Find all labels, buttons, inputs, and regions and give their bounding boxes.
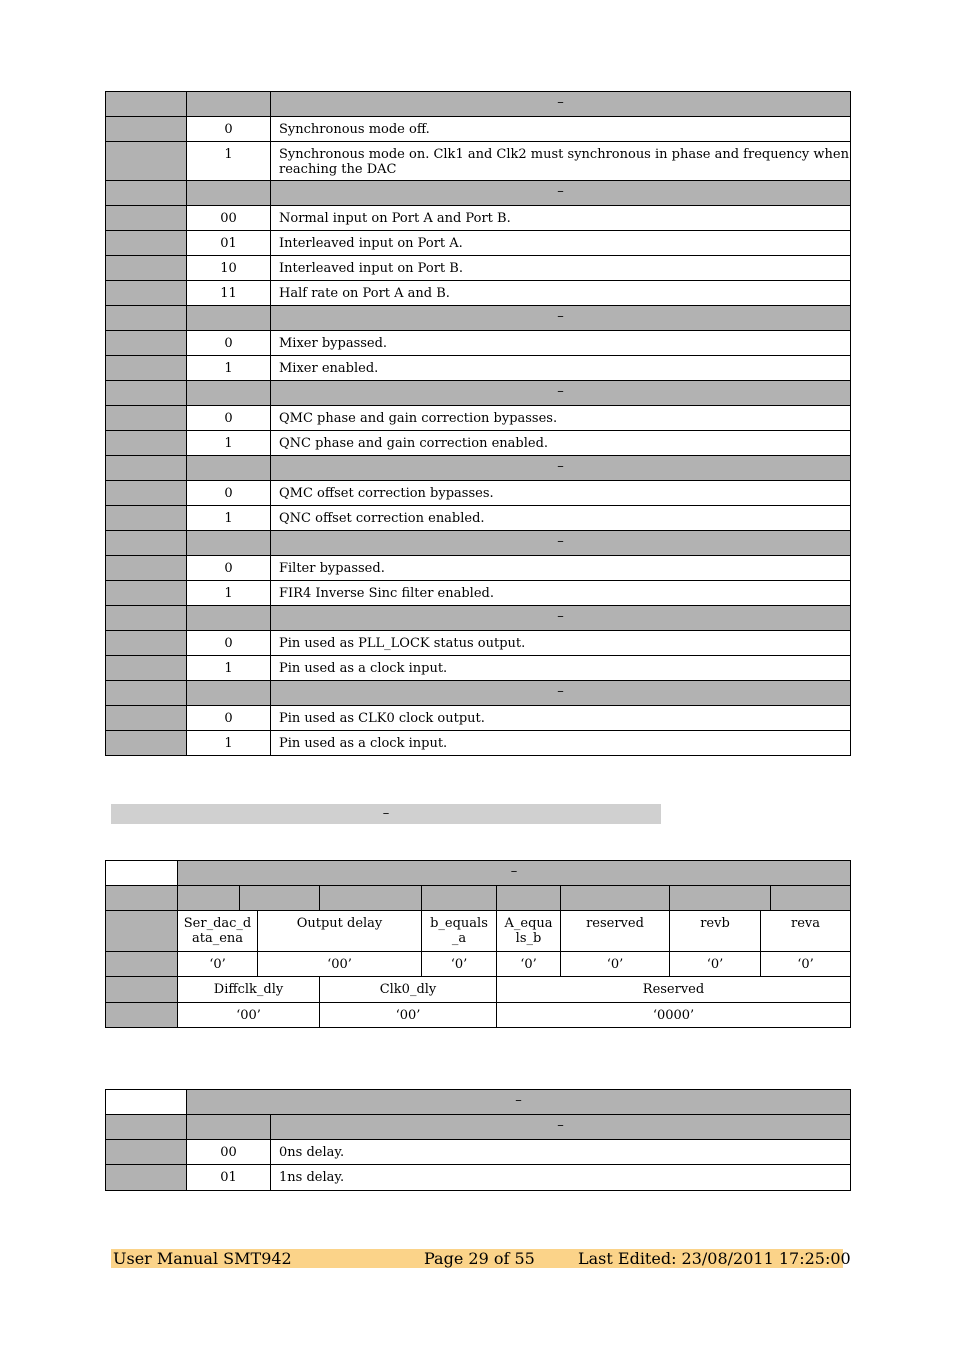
bit-number-cell <box>771 886 851 911</box>
row-label-cell <box>106 886 178 911</box>
description-header-cell <box>271 456 851 481</box>
field-low-reserved: Reserved <box>497 977 851 1003</box>
page-footer <box>111 1249 851 1268</box>
bit-number-cell <box>561 886 670 911</box>
description-header-cell <box>271 306 851 331</box>
register-high-default-row <box>106 952 851 977</box>
table-row <box>106 556 851 581</box>
default-revb: ‘0’ <box>670 952 761 977</box>
bit-value: 1 <box>187 506 271 531</box>
bit-value: 1 <box>187 142 271 181</box>
field-reserved: reserved <box>561 911 670 952</box>
description-header-cell <box>271 92 851 117</box>
field-a-equals-b: A_equa ls_b <box>497 911 561 952</box>
default-clk0-dly: ‘00’ <box>320 1003 497 1028</box>
section-header-row <box>106 531 851 556</box>
delay-title-cell <box>187 1090 851 1115</box>
row-label-cell <box>106 406 187 431</box>
row-label-cell <box>106 1140 187 1165</box>
row-label-cell <box>106 706 187 731</box>
table-row <box>106 731 851 756</box>
row-label-cell <box>106 456 187 481</box>
row-label-cell <box>106 306 187 331</box>
bit-description: Interleaved input on Port A. <box>271 231 851 256</box>
bit-description: Pin used as a clock input. <box>271 656 851 681</box>
default-reserved: ‘0’ <box>561 952 670 977</box>
bit-value: 11 <box>187 281 271 306</box>
section-header-dash: – <box>557 309 564 324</box>
register-title-dash: – <box>510 864 518 879</box>
bit-value: 01 <box>187 1165 271 1191</box>
table-row <box>106 1165 851 1191</box>
bit-description-table <box>105 91 851 756</box>
bit-number-cell <box>422 886 497 911</box>
section-header-row <box>106 381 851 406</box>
field-clk0-dly: Clk0_dly <box>320 977 497 1003</box>
description-header-cell <box>271 181 851 206</box>
register-high-name-row <box>106 911 851 952</box>
bit-description: 1ns delay. <box>271 1165 851 1191</box>
value-header-cell <box>187 456 271 481</box>
bit-value: 1 <box>187 656 271 681</box>
row-label-cell <box>106 181 187 206</box>
register-bit-number-row <box>106 886 851 911</box>
bit-description: Interleaved input on Port B. <box>271 256 851 281</box>
bit-value: 00 <box>187 1140 271 1165</box>
table-row <box>106 356 851 381</box>
section-heading-dash: – <box>382 806 390 821</box>
row-label-cell <box>106 117 187 142</box>
row-label-cell <box>106 1115 187 1140</box>
section-header-row <box>106 681 851 706</box>
row-label-cell <box>106 631 187 656</box>
table-row <box>106 431 851 456</box>
default-output-delay: ‘00’ <box>258 952 422 977</box>
register-low-name-row <box>106 977 851 1003</box>
row-label-cell <box>106 331 187 356</box>
bit-number-cell <box>670 886 771 911</box>
bit-description: QMC phase and gain correction bypasses. <box>271 406 851 431</box>
section-header-row <box>106 181 851 206</box>
field-b-equals-a: b_equals _a <box>422 911 497 952</box>
row-label-cell <box>106 281 187 306</box>
description-header-cell <box>271 681 851 706</box>
row-label-cell <box>106 356 187 381</box>
row-label-cell <box>106 92 187 117</box>
table-row <box>106 331 851 356</box>
value-header-cell <box>187 1115 271 1140</box>
row-label-cell <box>106 1165 187 1191</box>
bit-description: QNC offset correction enabled. <box>271 506 851 531</box>
description-header-cell <box>271 1115 851 1140</box>
bit-value: 0 <box>187 117 271 142</box>
bit-value: 0 <box>187 406 271 431</box>
bit-number-cell <box>178 886 240 911</box>
footer-last-edited: Last Edited: 23/08/2011 17:25:00 <box>578 1249 851 1268</box>
delay-corner-cell <box>106 1090 187 1115</box>
row-label-cell <box>106 481 187 506</box>
register-map-table <box>105 860 851 1028</box>
row-label-cell <box>106 731 187 756</box>
value-header-cell <box>187 306 271 331</box>
section-header-dash: – <box>557 684 564 699</box>
table-row <box>106 506 851 531</box>
row-label-cell <box>106 256 187 281</box>
value-header-cell <box>187 181 271 206</box>
row-label-cell <box>106 206 187 231</box>
table-row <box>106 656 851 681</box>
value-header-cell <box>187 681 271 706</box>
bit-number-cell <box>497 886 561 911</box>
table-row <box>106 581 851 606</box>
description-header-cell <box>271 531 851 556</box>
value-header-cell <box>187 531 271 556</box>
row-label-cell <box>106 431 187 456</box>
register-title-cell <box>178 861 851 886</box>
section-header-dash: – <box>557 459 564 474</box>
bit-value: 00 <box>187 206 271 231</box>
bit-number-cell <box>320 886 422 911</box>
row-label-cell <box>106 506 187 531</box>
default-low-reserved: ‘0000’ <box>497 1003 851 1028</box>
section-header-row <box>106 306 851 331</box>
table-row <box>106 1140 851 1165</box>
row-label-cell <box>106 977 178 1003</box>
row-label-cell <box>106 556 187 581</box>
register-corner-cell <box>106 861 178 886</box>
section-header-row <box>106 92 851 117</box>
delay-title-row <box>106 1090 851 1115</box>
table-row <box>106 117 851 142</box>
section-header-dash: – <box>557 384 564 399</box>
field-output-delay: Output delay <box>258 911 422 952</box>
default-b-equals-a: ‘0’ <box>422 952 497 977</box>
bit-description: QMC offset correction bypasses. <box>271 481 851 506</box>
bit-value: 1 <box>187 731 271 756</box>
table-row <box>106 706 851 731</box>
bit-value: 0 <box>187 631 271 656</box>
row-label-cell <box>106 581 187 606</box>
delay-description-table <box>105 1089 851 1191</box>
row-label-cell <box>106 952 178 977</box>
bit-value: 10 <box>187 256 271 281</box>
bit-description: Mixer bypassed. <box>271 331 851 356</box>
register-title-row <box>106 861 851 886</box>
description-header-cell <box>271 606 851 631</box>
table-row <box>106 231 851 256</box>
bit-description: FIR4 Inverse Sinc filter enabled. <box>271 581 851 606</box>
row-label-cell <box>106 656 187 681</box>
section-header-dash: – <box>557 95 564 110</box>
default-ser-dac-data-ena: ‘0’ <box>178 952 258 977</box>
bit-description: 0ns delay. <box>271 1140 851 1165</box>
row-label-cell <box>106 911 178 952</box>
value-header-cell <box>187 381 271 406</box>
bit-value: 0 <box>187 706 271 731</box>
section-header-row <box>106 456 851 481</box>
bit-description: Mixer enabled. <box>271 356 851 381</box>
bit-value: 0 <box>187 556 271 581</box>
register-low-default-row <box>106 1003 851 1028</box>
footer-manual-title: User Manual SMT942 <box>113 1249 292 1268</box>
bit-description: Pin used as PLL_LOCK status output. <box>271 631 851 656</box>
bit-value: 1 <box>187 356 271 381</box>
field-diffclk-dly: Diffclk_dly <box>178 977 320 1003</box>
table-row <box>106 142 851 181</box>
field-ser-dac-data-ena: Ser_dac_d ata_ena <box>178 911 258 952</box>
table-row <box>106 256 851 281</box>
bit-value: 0 <box>187 331 271 356</box>
field-revb: revb <box>670 911 761 952</box>
value-header-cell <box>187 606 271 631</box>
default-reva: ‘0’ <box>761 952 851 977</box>
row-label-cell <box>106 381 187 406</box>
value-header-cell <box>187 92 271 117</box>
bit-description: Normal input on Port A and Port B. <box>271 206 851 231</box>
bit-description: Pin used as a clock input. <box>271 731 851 756</box>
delay-title-dash: – <box>515 1093 522 1108</box>
section-header-dash: – <box>557 534 564 549</box>
bit-description: Half rate on Port A and B. <box>271 281 851 306</box>
default-diffclk-dly: ‘00’ <box>178 1003 320 1028</box>
bit-value: 01 <box>187 231 271 256</box>
table-row <box>106 206 851 231</box>
bit-description: Synchronous mode on. Clk1 and Clk2 must synchronous in phase and frequency when reaching the DAC <box>271 142 851 181</box>
row-label-cell <box>106 231 187 256</box>
bit-value: 0 <box>187 481 271 506</box>
bit-value: 1 <box>187 581 271 606</box>
row-label-cell <box>106 142 187 181</box>
description-header-cell <box>271 381 851 406</box>
section-header-row <box>106 606 851 631</box>
section-header-dash: – <box>557 609 564 624</box>
table-row <box>106 281 851 306</box>
bit-value: 1 <box>187 431 271 456</box>
bit-description: QNC phase and gain correction enabled. <box>271 431 851 456</box>
row-label-cell <box>106 606 187 631</box>
table-row <box>106 631 851 656</box>
bit-description: Filter bypassed. <box>271 556 851 581</box>
table-row <box>106 406 851 431</box>
field-reva: reva <box>761 911 851 952</box>
bit-description: Synchronous mode off. <box>271 117 851 142</box>
delay-header-dash: – <box>557 1118 564 1133</box>
table-row <box>106 481 851 506</box>
footer-page-number: Page 29 of 55 <box>424 1249 535 1268</box>
section-header-dash: – <box>557 184 564 199</box>
bit-number-cell <box>240 886 320 911</box>
row-label-cell <box>106 681 187 706</box>
section-heading-bar <box>111 804 661 824</box>
default-a-equals-b: ‘0’ <box>497 952 561 977</box>
row-label-cell <box>106 531 187 556</box>
row-label-cell <box>106 1003 178 1028</box>
delay-header-row <box>106 1115 851 1140</box>
bit-description: Pin used as CLK0 clock output. <box>271 706 851 731</box>
